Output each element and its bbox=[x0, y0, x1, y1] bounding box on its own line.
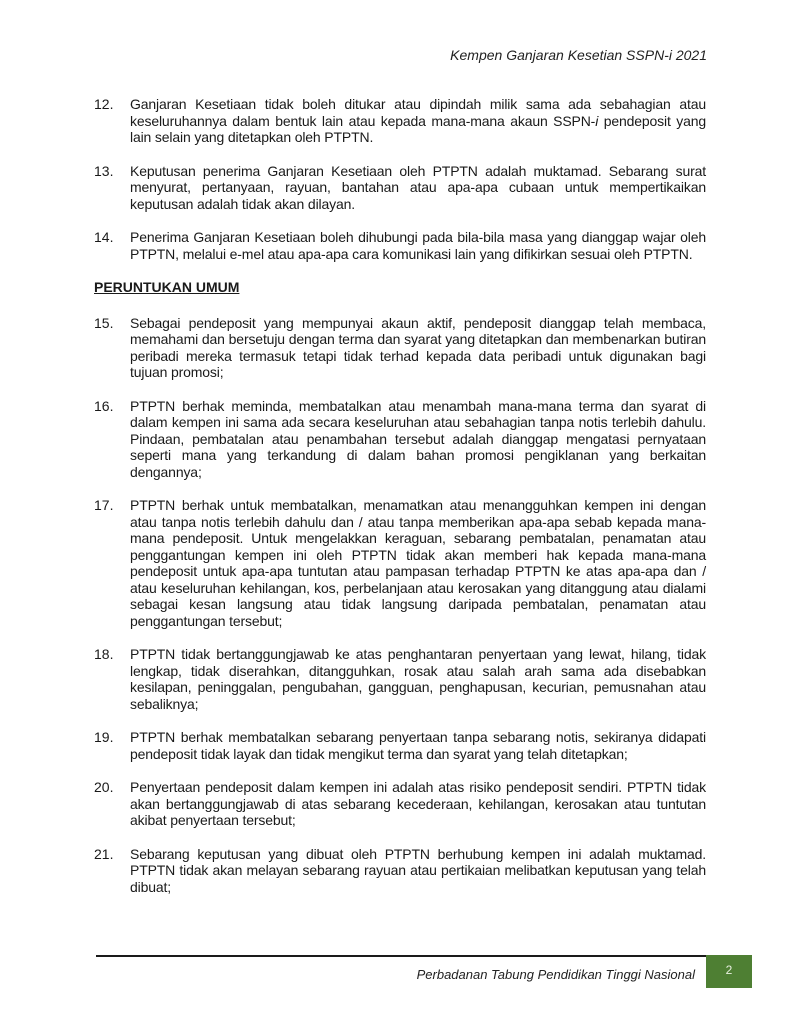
item-number: 16. bbox=[94, 397, 114, 414]
item-number: 18. bbox=[94, 646, 114, 662]
list-item-18 bbox=[94, 646, 706, 712]
item-text: Penerima Ganjaran Kesetiaan boleh dihubungi pada bila-bila masa yang dianggap wajar oleh PTPTN, melalui e-mel atau apa-apa cara komunikasi lain yang difikirkan sesuai oleh PTPTN. bbox=[130, 229, 706, 262]
item-text: PTPTN berhak untuk membatalkan, menamatkan atau menangguhkan kempen ini dengan atau tanpa notis terlebih dahulu dan / atau tanpa memberikan apa-apa sebab kepada mana-mana pendeposit. Untuk mengelakkan keraguan, sebarang pembatalan, penamatan atau penggantungan kempen ini oleh PTPTN tidak akan memberi hak kepada mana-mana pendeposit untuk apa-apa tuntutan atau pampasan terhadap PTPTN ke atas apa-apa dan / atau keseluruhan kehilangan, kos, perbelanjaan atau kerosakan yang ditanggung atau dialami sebagai kesan langsung atau tidak langsung daripada pembatalan, penamatan atau penggantungan tersebut; bbox=[130, 497, 706, 629]
footer-divider bbox=[96, 955, 707, 957]
item-text: Sebagai pendeposit yang mempunyai akaun aktif, pendeposit dianggap telah membaca, memahami dan bersetuju dengan terma dan syarat yang ditetapkan dan membenarkan butiran peribadi mereka termasuk tetapi tidak terhad kepada data peribadi untuk digunakan bagi tujuan promosi; bbox=[130, 314, 706, 380]
list-item-13 bbox=[94, 163, 706, 213]
page-number-badge: 2 bbox=[706, 955, 752, 988]
item-number: 21. bbox=[94, 845, 114, 862]
list-item-12 bbox=[94, 96, 706, 146]
list-item-20 bbox=[94, 779, 706, 829]
item-text-part: Ganjaran Kesetiaan tidak boleh ditukar atau dipindah milik sama ada sebahagian atau keseluruhannya dalam bentuk lain atau kepada mana-mana akaun SSPN- bbox=[130, 96, 706, 129]
document-body bbox=[94, 96, 706, 912]
item-text: PTPTN berhak membatalkan sebarang penyertaan tanpa sebarang notis, sekiranya didapati pendeposit tidak layak dan tidak mengikut terma dan syarat yang telah ditetapkan; bbox=[130, 729, 706, 762]
list-item-21 bbox=[94, 846, 706, 896]
item-number: 19. bbox=[94, 729, 114, 745]
item-number: 14. bbox=[94, 229, 114, 245]
item-text: Sebarang keputusan yang dibuat oleh PTPTN berhubung kempen ini adalah muktamad. PTPTN tidak akan melayan sebarang rayuan atau pertikaian melibatkan keputusan yang telah dibuat; bbox=[130, 845, 706, 895]
item-text: Penyertaan pendeposit dalam kempen ini adalah atas risiko pendeposit sendiri. PTPTN tidak akan bertanggungjawab di atas sebarang kecederaan, kehilangan, kerosakan atau tuntutan akibat penyertaan tersebut; bbox=[130, 779, 706, 828]
item-text: PTPTN tidak bertanggungjawab ke atas penghantaran penyertaan yang lewat, hilang, tidak lengkap, tidak diserahkan, ditangguhkan, rosak atau salah arah sama ada disebabkan kesilapan, peninggalan, pengubahan, gangguan, penghapusan, kecurian, pemusnahan atau sebaliknya; bbox=[130, 646, 706, 712]
item-text: PTPTN berhak meminda, membatalkan atau menambah mana-mana terma dan syarat di dalam kempen ini sama ada secara keseluruhan atau sebahagian tanpa notis terlebih dahulu. Pindaan, pembatalan atau penambahan tersebut adalah dianggap mengatasi pernyataan seperti mana yang terkandung di dalam bahan promosi pengiklanan yang berkaitan dengannya; bbox=[130, 397, 706, 480]
item-text-part: pendeposit yang lain selain yang ditetapkan oleh PTPTN. bbox=[130, 112, 706, 145]
footer-organization: Perbadanan Tabung Pendidikan Tinggi Nasional bbox=[416, 967, 695, 982]
item-number: 17. bbox=[94, 497, 114, 513]
list-item-19 bbox=[94, 729, 706, 762]
list-item-14 bbox=[94, 229, 706, 262]
item-text-italic: i bbox=[595, 112, 599, 129]
item-text bbox=[130, 96, 706, 146]
item-number: 15. bbox=[94, 314, 114, 331]
item-number: 20. bbox=[94, 779, 114, 795]
item-number: 12. bbox=[94, 96, 114, 112]
section-heading: PERUNTUKAN UMUM bbox=[94, 279, 240, 295]
list-item-17 bbox=[94, 497, 706, 629]
item-number: 13. bbox=[94, 162, 114, 179]
item-text: Keputusan penerima Ganjaran Kesetiaan oleh PTPTN adalah muktamad. Sebarang surat menyurat, pertanyaan, rayuan, bantahan atau apa-apa cubaan untuk mempertikaikan keputusan adalah tidak akan dilayan. bbox=[130, 162, 706, 212]
document-header-title: Kempen Ganjaran Kesetian SSPN-i 2021 bbox=[450, 47, 707, 63]
list-item-15 bbox=[94, 315, 706, 381]
list-item-16 bbox=[94, 398, 706, 481]
